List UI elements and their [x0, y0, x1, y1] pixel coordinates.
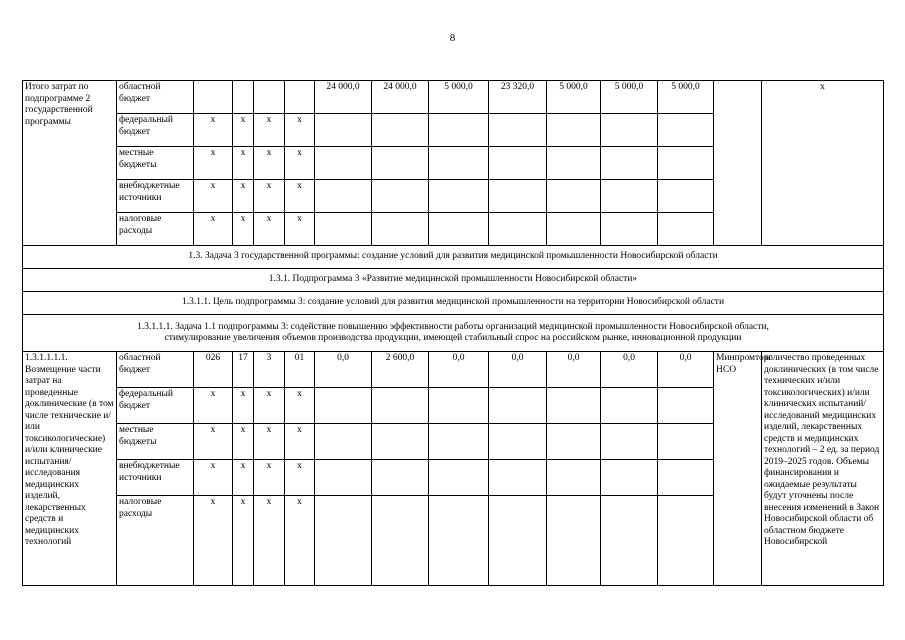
value-cell: 5 000,0: [429, 81, 489, 114]
block2-name: 1.3.1.1.1.1. Возмещение части затрат на проведенные доклинические (в том числе технические и/или токсикологические) и/или клинические испытания/исследования медицинских изделий, лекарственных средств и медицинских технологий: [23, 352, 117, 586]
value-cell: [372, 180, 429, 213]
table-row: [23, 81, 884, 114]
value-cell: 0,0: [489, 352, 547, 388]
code-cell: x: [285, 388, 315, 424]
header-row: [23, 269, 884, 292]
code-cell: x: [233, 180, 254, 213]
value-cell: [601, 388, 658, 424]
source-cell: внебюджетные источники: [117, 180, 194, 213]
code-cell: 026: [194, 352, 233, 388]
code-cell: x: [233, 424, 254, 460]
value-cell: 0,0: [315, 352, 372, 388]
task3-header: 1.3. Задача 3 государственной программы: создание условий для развития медицинской промышленности Новосибирской области: [23, 246, 884, 269]
source-cell: областной бюджет: [117, 81, 194, 114]
value-cell: [601, 213, 658, 246]
value-cell: [429, 496, 489, 586]
source-cell: местные бюджеты: [117, 147, 194, 180]
value-cell: [429, 180, 489, 213]
code-cell: x: [254, 147, 285, 180]
value-cell: [601, 147, 658, 180]
value-cell: [372, 496, 429, 586]
value-cell: [601, 424, 658, 460]
value-cell: [372, 460, 429, 496]
value-cell: 0,0: [601, 352, 658, 388]
value-cell: [372, 114, 429, 147]
block1-result: x: [762, 81, 884, 246]
value-cell: [547, 147, 601, 180]
code-cell: x: [254, 496, 285, 586]
value-cell: [315, 180, 372, 213]
value-cell: [547, 213, 601, 246]
value-cell: [372, 388, 429, 424]
value-cell: [658, 388, 714, 424]
value-cell: [658, 213, 714, 246]
value-cell: 0,0: [429, 352, 489, 388]
value-cell: [658, 114, 714, 147]
code-cell: x: [285, 114, 315, 147]
value-cell: [372, 213, 429, 246]
code-cell: x: [194, 180, 233, 213]
code-cell: x: [194, 213, 233, 246]
code-cell: x: [285, 496, 315, 586]
task11-header: 1.3.1.1.1. Задача 1.1 подпрограммы 3: содействие повышению эффективности работы организаций медицинской промышленности Новосибирской области, стимулирование увеличения объемов производства продукции, имеющей стабильный спрос на российском рынке, инновационной продукции: [23, 315, 884, 352]
value-cell: 24 000,0: [372, 81, 429, 114]
code-cell: [285, 81, 315, 114]
section-headers: [23, 246, 884, 352]
block2: [23, 352, 884, 586]
code-cell: [233, 81, 254, 114]
source-cell: внебюджетные источники: [117, 460, 194, 496]
value-cell: [658, 496, 714, 586]
value-cell: [547, 388, 601, 424]
value-cell: [547, 496, 601, 586]
value-cell: 23 320,0: [489, 81, 547, 114]
value-cell: 2 600,0: [372, 352, 429, 388]
code-cell: x: [233, 114, 254, 147]
value-cell: [658, 180, 714, 213]
source-cell: федеральный бюджет: [117, 114, 194, 147]
code-cell: x: [233, 213, 254, 246]
code-cell: x: [194, 388, 233, 424]
value-cell: [547, 424, 601, 460]
value-cell: [372, 147, 429, 180]
code-cell: x: [233, 460, 254, 496]
code-cell: x: [194, 147, 233, 180]
value-cell: 0,0: [658, 352, 714, 388]
code-cell: x: [254, 424, 285, 460]
value-cell: [547, 114, 601, 147]
code-cell: 01: [285, 352, 315, 388]
value-cell: [429, 147, 489, 180]
value-cell: [547, 180, 601, 213]
code-cell: x: [194, 114, 233, 147]
source-cell: областной бюджет: [117, 352, 194, 388]
code-cell: x: [254, 460, 285, 496]
code-cell: x: [194, 424, 233, 460]
block1-executor: [714, 81, 762, 246]
value-cell: [429, 424, 489, 460]
value-cell: 5 000,0: [547, 81, 601, 114]
code-cell: x: [233, 147, 254, 180]
value-cell: [315, 213, 372, 246]
source-cell: налоговые расходы: [117, 496, 194, 586]
value-cell: [601, 460, 658, 496]
code-cell: x: [233, 496, 254, 586]
value-cell: [315, 496, 372, 586]
code-cell: x: [194, 460, 233, 496]
block2-executor: Минпромторг НСО: [714, 352, 762, 586]
value-cell: [489, 460, 547, 496]
code-cell: [254, 81, 285, 114]
value-cell: [489, 424, 547, 460]
code-cell: x: [254, 180, 285, 213]
value-cell: [315, 388, 372, 424]
value-cell: [315, 460, 372, 496]
header-row: [23, 315, 884, 352]
goal-header: 1.3.1.1. Цель подпрограммы 3: создание условий для развития медицинской промышленности на территории Новосибирской области: [23, 292, 884, 315]
value-cell: 5 000,0: [658, 81, 714, 114]
value-cell: [489, 496, 547, 586]
source-cell: налоговые расходы: [117, 213, 194, 246]
value-cell: [658, 147, 714, 180]
subprogram3-header: 1.3.1. Подпрограмма 3 «Развитие медицинской промышленности Новосибирской области»: [23, 269, 884, 292]
code-cell: x: [285, 147, 315, 180]
table-row: [23, 352, 884, 388]
value-cell: [489, 388, 547, 424]
code-cell: x: [285, 460, 315, 496]
block2-result: количество проведенных доклинических (в том числе технических и/или токсикологических) и/или клинических испытаний/исследований медицинских изделий, лекарственных средств и медицинских технологий – 2 ед. за период 2019–2025 годов. Объемы финансирования и ожидаемые результаты будут уточнены после внесения изменений в Закон Новосибирской области об областном бюджете Новосибирской: [762, 352, 884, 586]
source-cell: федеральный бюджет: [117, 388, 194, 424]
value-cell: [429, 388, 489, 424]
program-table: [22, 80, 884, 586]
code-cell: x: [194, 496, 233, 586]
value-cell: [489, 180, 547, 213]
code-cell: x: [254, 388, 285, 424]
header-row: [23, 292, 884, 315]
code-cell: x: [254, 114, 285, 147]
block1-name: Итого затрат по подпрограмме 2 государственной программы: [23, 81, 117, 246]
code-cell: x: [233, 388, 254, 424]
code-cell: 3: [254, 352, 285, 388]
value-cell: [429, 114, 489, 147]
code-cell: 17: [233, 352, 254, 388]
code-cell: x: [285, 180, 315, 213]
value-cell: [489, 114, 547, 147]
value-cell: [547, 460, 601, 496]
value-cell: [315, 424, 372, 460]
value-cell: 24 000,0: [315, 81, 372, 114]
value-cell: [601, 114, 658, 147]
value-cell: 0,0: [547, 352, 601, 388]
value-cell: [658, 460, 714, 496]
value-cell: [489, 147, 547, 180]
value-cell: [429, 213, 489, 246]
block1: [23, 81, 884, 246]
value-cell: [601, 180, 658, 213]
source-cell: местные бюджеты: [117, 424, 194, 460]
value-cell: [429, 460, 489, 496]
value-cell: [489, 213, 547, 246]
page-number: 8: [449, 32, 456, 44]
code-cell: [194, 81, 233, 114]
value-cell: [601, 496, 658, 586]
value-cell: [315, 147, 372, 180]
header-row: [23, 246, 884, 269]
value-cell: [315, 114, 372, 147]
code-cell: x: [285, 424, 315, 460]
code-cell: x: [285, 213, 315, 246]
value-cell: [658, 424, 714, 460]
value-cell: [372, 424, 429, 460]
code-cell: x: [254, 213, 285, 246]
value-cell: 5 000,0: [601, 81, 658, 114]
